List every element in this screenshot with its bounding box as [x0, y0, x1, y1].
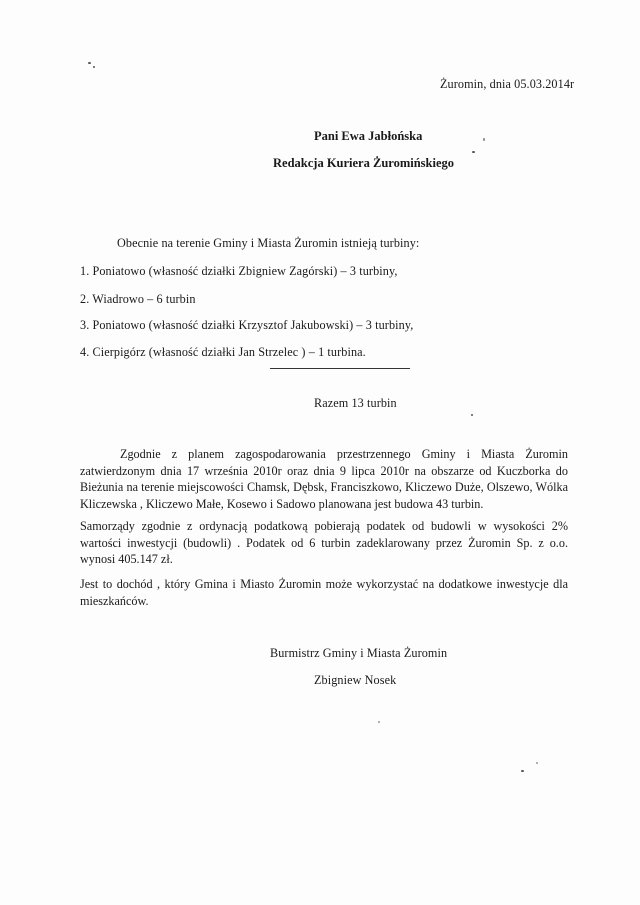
intro-text: Obecnie na terenie Gminy i Miasta Żuromin istnieją turbiny:: [117, 236, 420, 250]
scan-speck: [521, 770, 524, 772]
plan-paragraph: Zgodnie z planem zagospodarowania przestrzennego Gminy i Miasta Żuromin zatwierdzonym dnia 17 września 2010r oraz dnia 9 lipca 2010r na obszarze od Kuczborka do Bieżunia na terenie miejscowości Chamsk, Dębsk, Franciszkowo, Kliczewo Duże, Olszewo, Wólka Kliczewska , Kliczewo Małe, Kosewo i Sadowo planowana jest budowa 43 turbin.: [80, 447, 568, 511]
income-paragraph: Jest to dochód , który Gmina i Miasto Żuromin może wykorzystać na dodatkowe inwestycje dla mieszkańców.: [80, 577, 568, 608]
scan-speck: [471, 414, 473, 416]
scan-speck: [93, 66, 95, 68]
place-date: Żuromin, dnia 05.03.2014r: [440, 77, 575, 91]
list-item: 4. Cierpigórz (własność działki Jan Strzelec ) – 1 turbina.: [80, 345, 366, 359]
list-item: 3. Poniatowo (własność działki Krzysztof Jakubowski) – 3 turbiny,: [80, 318, 414, 332]
separator-line: [270, 368, 410, 369]
recipient-name: Pani Ewa Jabłońska: [314, 129, 423, 143]
recipient-org: Redakcja Kuriera Żuromińskiego: [273, 156, 455, 170]
scan-speck: [483, 138, 485, 141]
scan-speck: [472, 151, 475, 153]
list-item: 1. Poniatowo (własność działki Zbigniew Zagórski) – 3 turbiny,: [80, 264, 398, 278]
scan-speck: [536, 762, 538, 764]
signature-name: Zbigniew Nosek: [314, 673, 397, 687]
tax-paragraph: Samorządy zgodnie z ordynacją podatkową pobierają podatek od budowli w wysokości 2% wartości inwestycji (budowli) . Podatek od 6 turbin zadeklarowany przez Żuromin Sp. z o.o. wynosi 405.147 zł.: [80, 519, 568, 567]
list-item: 2. Wiadrowo – 6 turbin: [80, 292, 196, 306]
total-text: Razem 13 turbin: [314, 396, 397, 410]
scan-speck: [88, 62, 91, 64]
signature-title: Burmistrz Gminy i Miasta Żuromin: [270, 646, 448, 660]
scan-speck: [378, 721, 380, 723]
